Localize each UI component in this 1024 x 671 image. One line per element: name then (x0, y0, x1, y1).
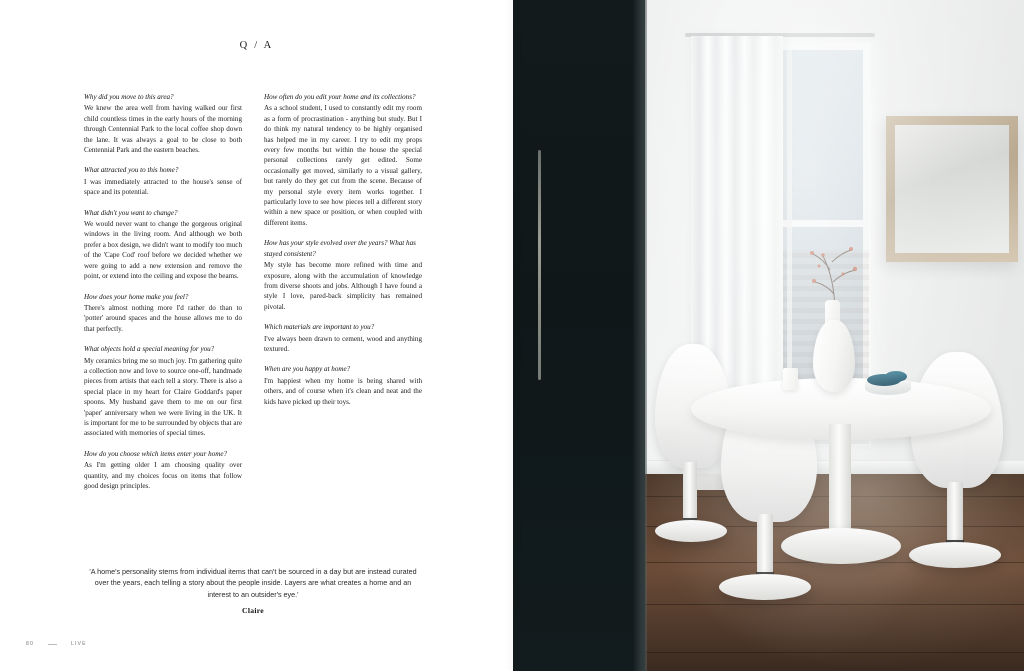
white-cup (783, 368, 798, 390)
section-label: LIVE (70, 641, 87, 647)
dried-branch (801, 236, 865, 308)
answer: I was immediately attracted to the house's sense of space and its potential. (84, 177, 242, 197)
question: How do you choose which items enter your home? (84, 449, 228, 458)
answer: I'm happiest when my home is being shared with others, and of course when it's clean and neat and the kids have picked up their toys. (264, 376, 422, 406)
question: What didn't you want to change? (84, 208, 178, 217)
answer: My style has become more refined with time and exposure, along with the accumulation of knowledge from diverse shoots and jobs. Although I have found a style I love, pared-back simplicity has remained pivotal. (264, 261, 422, 311)
pull-quote-text: 'A home's personality stems from individual items that can't be sourced in a day but are instead curated over the years, each telling a story about the people inside. Layers are what creates a home and an interest to an outsider's eye.' (89, 567, 417, 599)
door-handle (538, 150, 541, 380)
folio (26, 641, 87, 647)
question: Which materials are important to you? (264, 323, 375, 332)
right-page-photograph (513, 0, 1024, 671)
answer: I've always been drawn to cement, wood and anything textured. (264, 334, 422, 353)
column-one (84, 92, 242, 491)
column-two (264, 92, 422, 491)
interior-photo (513, 0, 1024, 671)
answer: As I'm getting older I am choosing quality over quantity, and my choices focus on items that follow good design principles. (84, 461, 242, 490)
answer: There's almost nothing more I'd rather do than to 'potter' around spaces and the house allows me to do that perfectly. (84, 303, 242, 333)
page-title: Q / A (239, 40, 274, 51)
question: What attracted you to this home? (84, 166, 179, 175)
question: What objects hold a special meaning for you? (84, 345, 215, 354)
question: How often do you edit your home and its collections? (264, 93, 416, 101)
answer: My ceramics bring me so much joy. I'm gathering quite a collection now and love to source one-off, handmade pieces from artists that each tell a story. There is also a special place in my heart for Claire Goddard's paper spoons. My husband gave them to me on our first 'paper' anniversary when we were living in the UK. It is important for me to be surrounded by objects that are associated with memories of special times. (84, 356, 242, 438)
folio-divider (48, 644, 57, 645)
pull-quote (84, 566, 422, 617)
question: How does your home make you feel? (84, 292, 189, 301)
blue-ceramic-object-secondary (885, 371, 907, 382)
table-base (781, 528, 901, 564)
white-ceramic-jug (813, 320, 855, 392)
dark-wall-panel (513, 0, 645, 671)
wood-framed-mirror (886, 116, 1018, 262)
page-number: 80 (26, 641, 34, 647)
answer: As a school student, I used to constantly edit my room as a form of procrastination - anything but study. But I do think my natural tendency to be highly organised has helped me in my career. I try to edit my props every few months but within the house the special personal collections rarely get edited. Some occasionally get moved, similarly to a visual gallery, but rarely do they get cut from the scene. Because of my personal style every item works together. I particularly love to see how pieces tell a different story within a new space or position, or when coupled with different items. (264, 104, 422, 227)
panel-edge (633, 0, 647, 671)
text-columns (84, 92, 422, 491)
pull-quote-attribution: Claire (242, 606, 264, 616)
answer: We knew the area well from having walked our first child countless times in the early hours of the morning through Centennial Park to the local coffee shop down the lane. It was always a goal to be close to both Centennial Park and the eastern beaches. (84, 104, 242, 155)
question: Why did you move to this area? (84, 93, 174, 101)
question: How has your style evolved over the years? What has stayed consistent? (264, 239, 416, 258)
answer: We would never want to change the gorgeous original windows in the living room. And although we both prefer a box design, we didn't want to modify too much of the 'Cape Cod' roof before we decided whether we were going to add a new extension and remove the point, or extend into the ceiling and expose the beams. (84, 220, 242, 281)
mirror-glass (895, 125, 1009, 253)
question: When are you happy at home? (264, 365, 351, 374)
